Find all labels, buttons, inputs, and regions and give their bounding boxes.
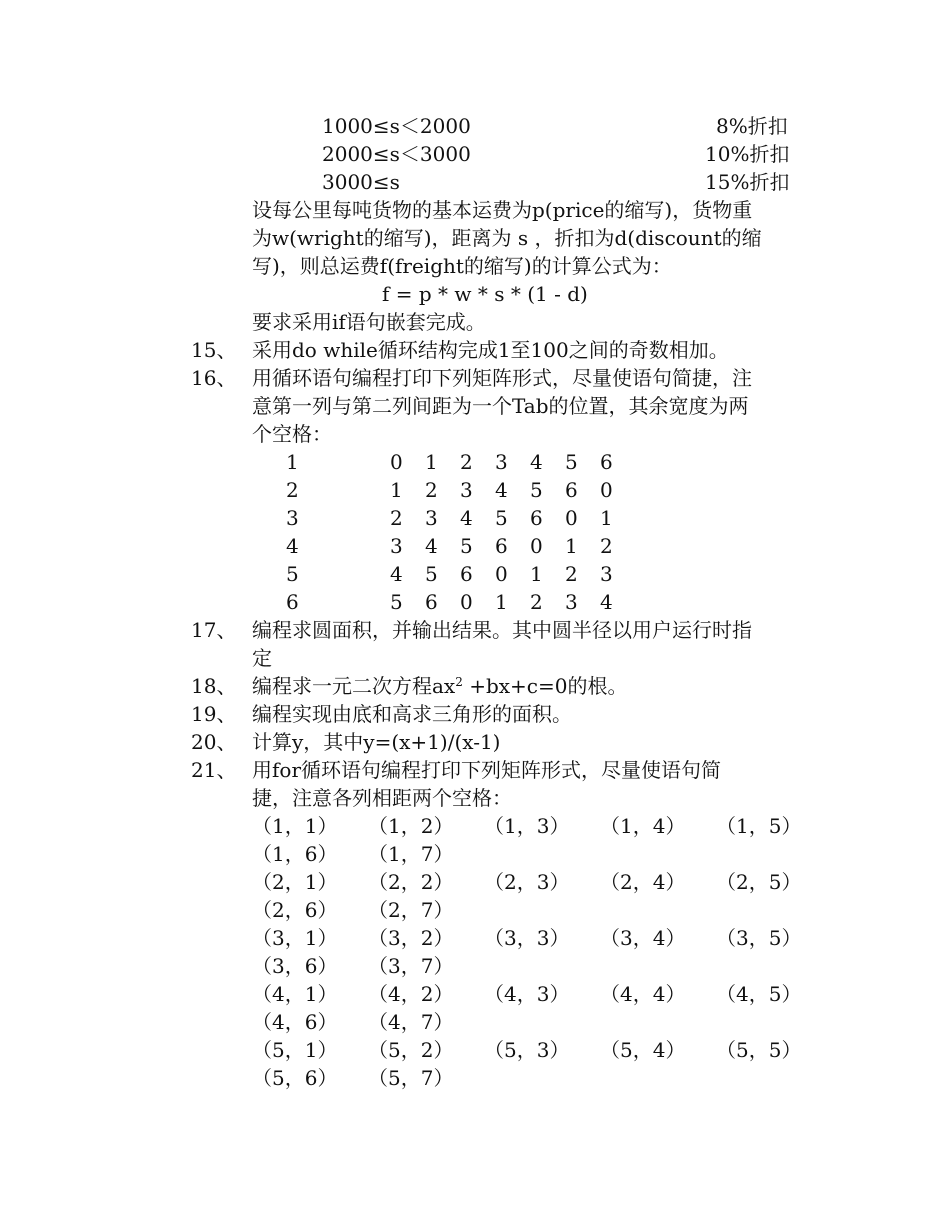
pair-cell: （2，6） [252,898,338,922]
pair-cell: （1，1） [252,814,338,838]
pair-cell: （1，5） [716,814,802,838]
pair-cell: （5，7） [368,1066,454,1090]
p14-desc-line-2: 为w(wright的缩写)，距离为 s ，折扣为d(discount的缩 [252,226,762,250]
matrix-cell: 0 [565,506,578,530]
matrix-cell: 2 [530,590,543,614]
pair-cell: （4，4） [600,982,686,1006]
discount-range-1: 1000≤s＜2000 [322,114,471,138]
pair-cell: （1，6） [252,842,338,866]
matrix-cell: 4 [530,450,543,474]
matrix-cell: 0 [600,478,613,502]
item-21-line-2: 捷，注意各列相距两个空格： [252,786,512,810]
pair-cell: （5，4） [600,1038,686,1062]
item-20-text: 计算y，其中y=(x+1)/(x-1) [252,730,501,754]
pair-cell: （3，6） [252,954,338,978]
matrix-cell: 0 [390,450,403,474]
matrix-cell: 6 [425,590,438,614]
matrix-row-label: 4 [286,534,299,558]
item-20-number: 20、 [191,730,237,754]
pair-cell: （4，3） [484,982,570,1006]
matrix-cell: 3 [460,478,473,502]
pair-cell: （3，1） [252,926,338,950]
matrix-cell: 6 [495,534,508,558]
item-19-text: 编程实现由底和高求三角形的面积。 [252,702,572,726]
matrix-cell: 4 [460,506,473,530]
matrix-cell: 2 [425,478,438,502]
pair-cell: （4，2） [368,982,454,1006]
matrix-row-label: 5 [286,562,299,586]
pair-cell: （5，1） [252,1038,338,1062]
matrix-cell: 0 [495,562,508,586]
matrix-cell: 3 [565,590,578,614]
item-16-line-3: 个空格： [252,422,332,446]
matrix-cell: 5 [390,590,403,614]
pair-cell: （2，2） [368,870,454,894]
matrix-cell: 2 [565,562,578,586]
matrix-cell: 1 [600,506,613,530]
pair-cell: （2，7） [368,898,454,922]
matrix-cell: 6 [600,450,613,474]
item-21-number: 21、 [191,758,237,782]
matrix-cell: 3 [495,450,508,474]
matrix-cell: 0 [530,534,543,558]
pair-cell: （2，4） [600,870,686,894]
p14-formula: f = p * w * s * (1 - d) [382,282,588,306]
pair-cell: （2，1） [252,870,338,894]
pair-cell: （1，4） [600,814,686,838]
matrix-cell: 2 [390,506,403,530]
pair-cell: （2，5） [716,870,802,894]
p14-desc-line-3: 写)，则总运费f(freight的缩写)的计算公式为： [252,254,672,278]
matrix-cell: 4 [390,562,403,586]
pair-cell: （5，2） [368,1038,454,1062]
pair-cell: （4，5） [716,982,802,1006]
matrix-cell: 4 [425,534,438,558]
matrix-cell: 1 [495,590,508,614]
matrix-cell: 1 [425,450,438,474]
pair-cell: （1，3） [484,814,570,838]
matrix-cell: 2 [600,534,613,558]
pair-cell: （3，3） [484,926,570,950]
matrix-cell: 5 [530,478,543,502]
p14-requirement: 要求采用if语句嵌套完成。 [252,310,486,334]
pair-cell: （1，2） [368,814,454,838]
item-15-number: 15、 [191,338,237,362]
pair-cell: （1，7） [368,842,454,866]
matrix-cell: 3 [390,534,403,558]
item-18-text [252,672,627,700]
pair-cell: （5，3） [484,1038,570,1062]
matrix-cell: 0 [460,590,473,614]
matrix-cell: 5 [460,534,473,558]
matrix-cell: 3 [425,506,438,530]
item-21-line-1: 用for循环语句编程打印下列矩阵形式，尽量使语句简 [252,758,722,782]
matrix-cell: 4 [600,590,613,614]
matrix-cell: 6 [565,478,578,502]
item-16-line-2: 意第一列与第二列间距为一个Tab的位置，其余宽度为两 [252,394,749,418]
item-16-number: 16、 [191,366,237,390]
discount-range-2: 2000≤s＜3000 [322,142,471,166]
p14-desc-line-1: 设每公里每吨货物的基本运费为p(price的缩写)，货物重 [252,198,753,222]
item-16-line-1: 用循环语句编程打印下列矩阵形式，尽量使语句简捷，注 [252,366,752,390]
pair-cell: （5，6） [252,1066,338,1090]
discount-rate-2: 10%折扣 [705,142,790,166]
matrix-cell: 2 [460,450,473,474]
discount-rate-3: 15%折扣 [705,170,790,194]
item-17-number: 17、 [191,618,237,642]
matrix-cell: 6 [530,506,543,530]
matrix-cell: 1 [530,562,543,586]
item-18-exponent: 2 [455,675,463,689]
pair-cell: （2，3） [484,870,570,894]
discount-range-3: 3000≤s [322,170,400,194]
matrix-cell: 1 [565,534,578,558]
item-17-line-2: 定 [252,646,272,670]
item-17-line-1: 编程求圆面积，并输出结果。其中圆半径以用户运行时指 [252,618,752,642]
matrix-row-label: 2 [286,478,299,502]
item-18-number: 18、 [191,674,237,698]
item-15-text: 采用do while循环结构完成1至100之间的奇数相加。 [252,338,729,362]
item-18-text-post: +bx+c=0的根。 [462,674,628,698]
matrix-cell: 5 [495,506,508,530]
pair-cell: （4，6） [252,1010,338,1034]
pair-cell: （4，7） [368,1010,454,1034]
item-19-number: 19、 [191,702,237,726]
pair-cell: （5，5） [716,1038,802,1062]
matrix-cell: 6 [460,562,473,586]
item-18-text-pre: 编程求一元二次方程ax [252,674,456,698]
pair-cell: （3，5） [716,926,802,950]
matrix-cell: 1 [390,478,403,502]
pair-cell: （3，2） [368,926,454,950]
matrix-cell: 4 [495,478,508,502]
matrix-row-label: 6 [286,590,299,614]
discount-rate-1: 8%折扣 [716,114,788,138]
matrix-row-label: 3 [286,506,299,530]
pair-cell: （4，1） [252,982,338,1006]
matrix-cell: 5 [565,450,578,474]
pair-cell: （3，4） [600,926,686,950]
matrix-row-label: 1 [286,450,299,474]
matrix-cell: 5 [425,562,438,586]
matrix-cell: 3 [600,562,613,586]
pair-cell: （3，7） [368,954,454,978]
